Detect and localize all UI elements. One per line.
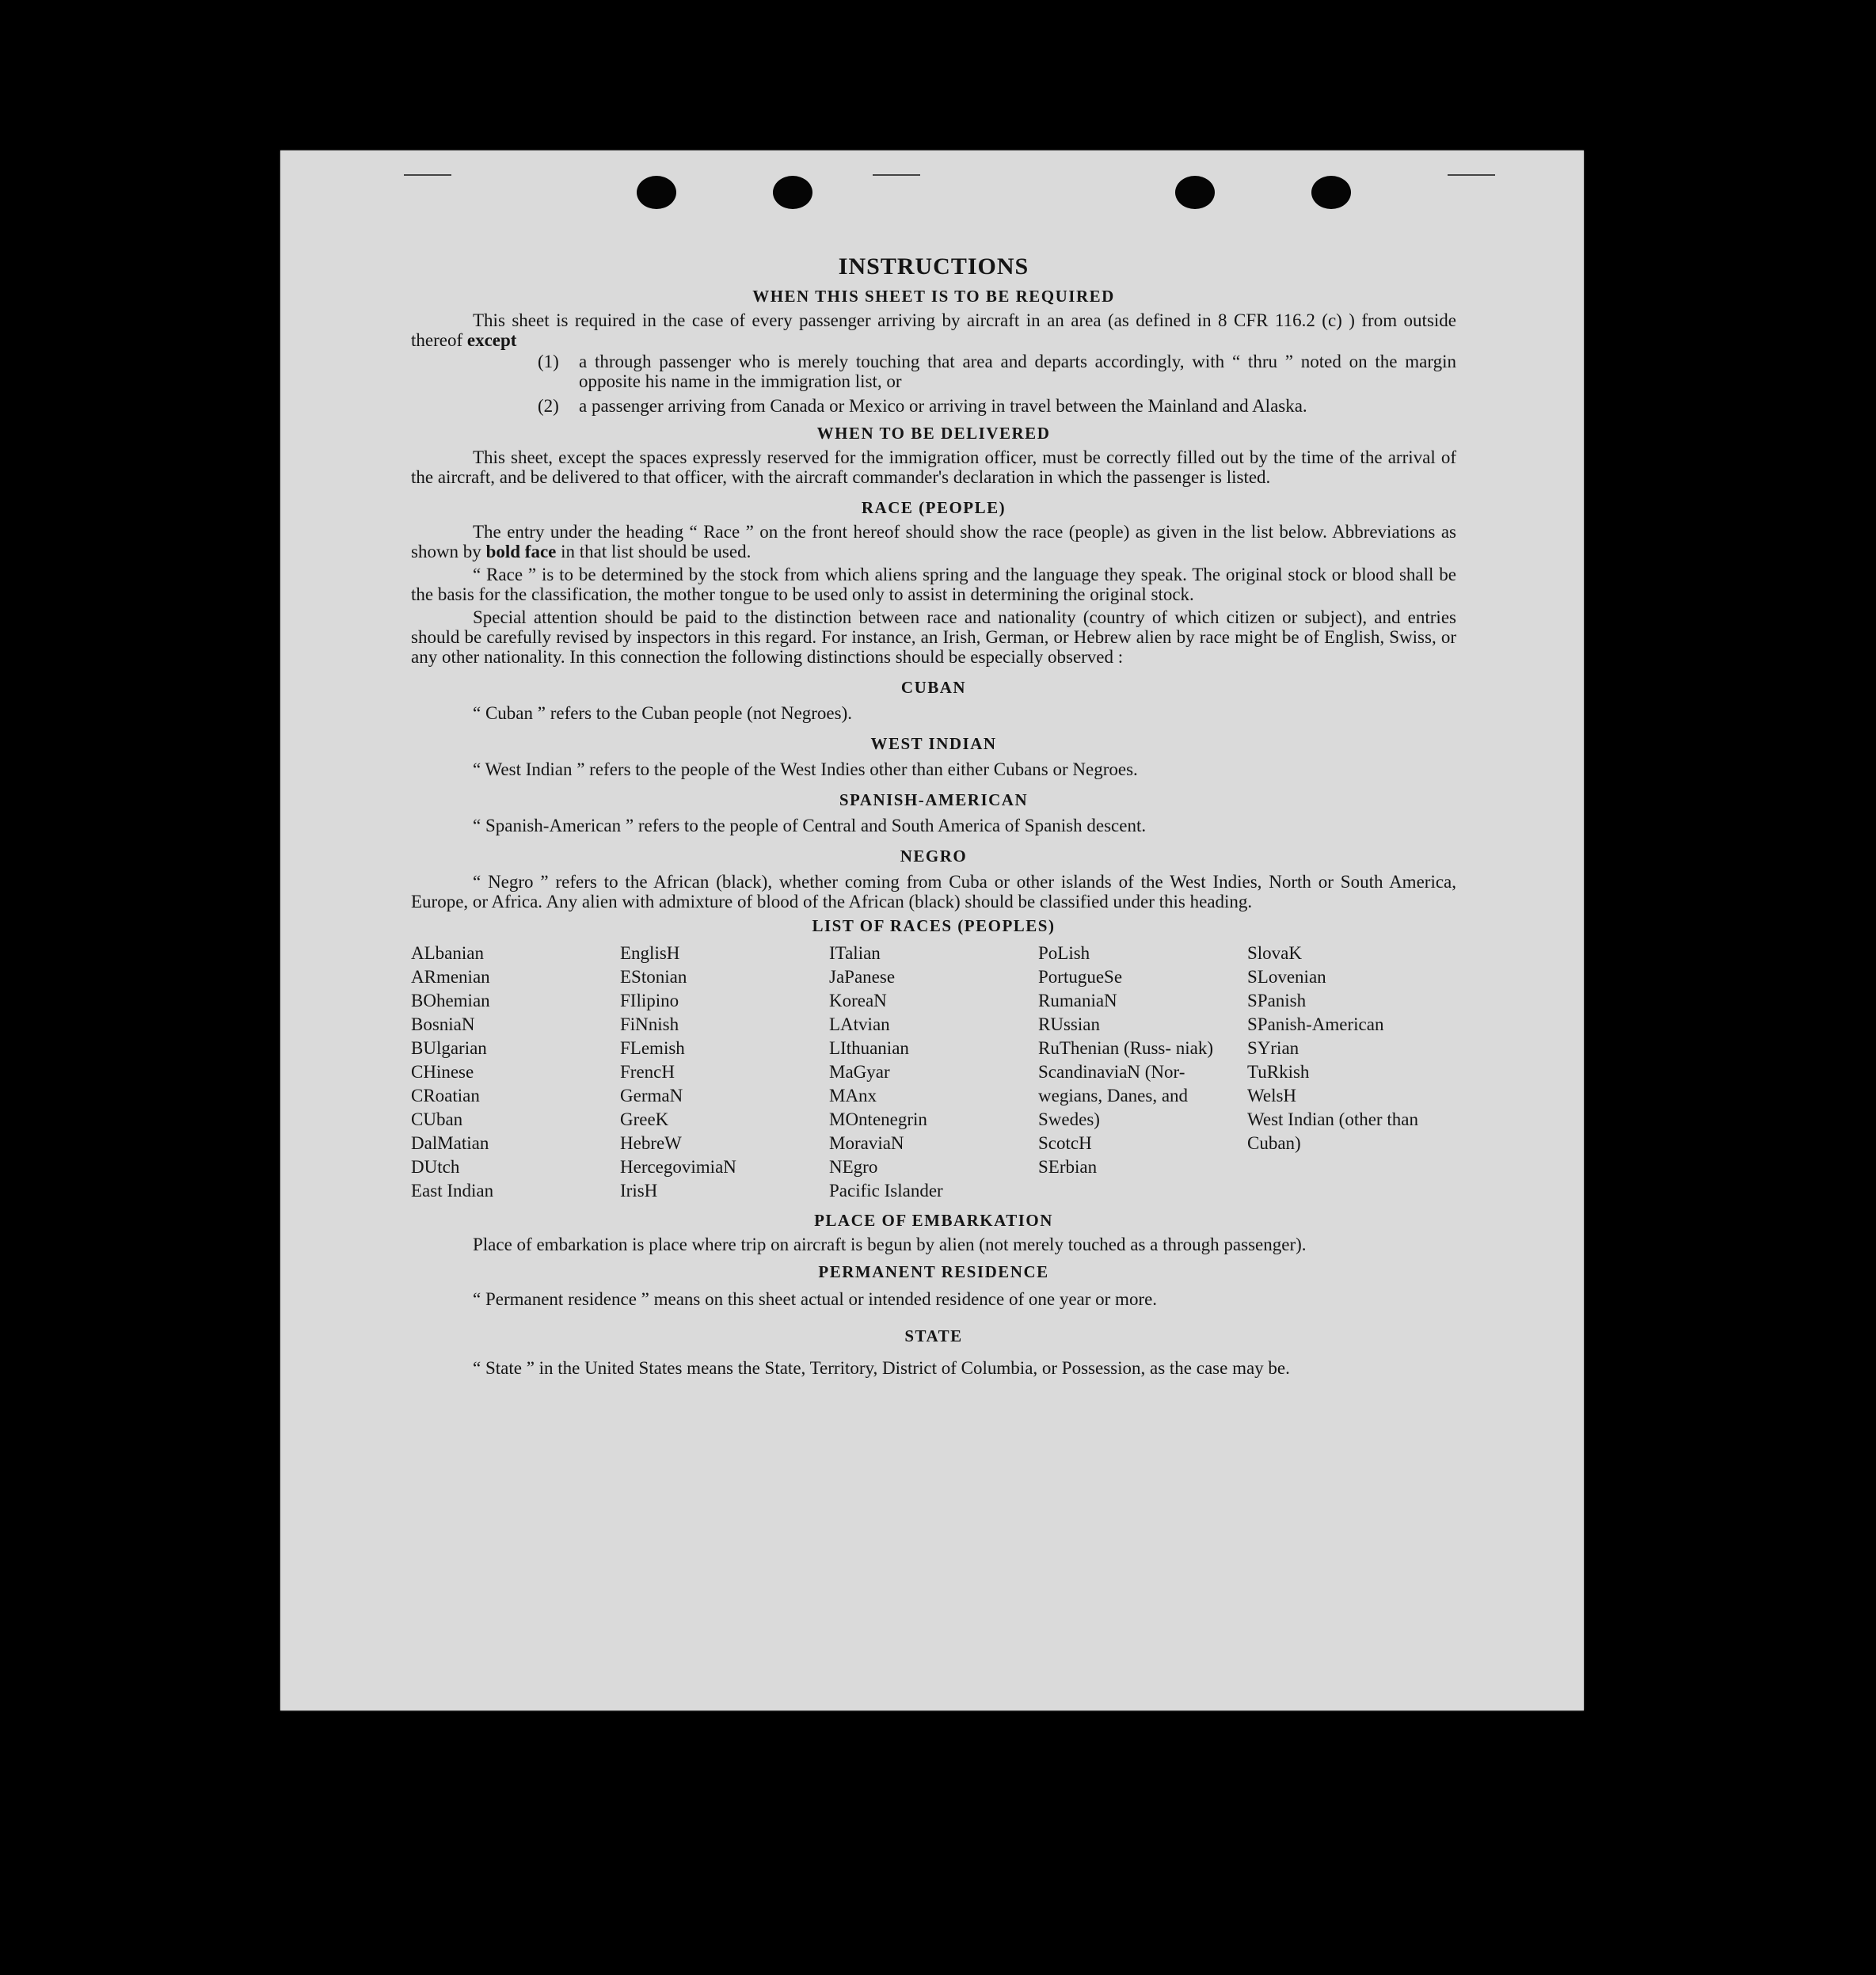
race-p1-text: The entry under the heading “ Race ” on the front hereof should show the race (people) as given in the list below. Abbreviations as shown by	[411, 522, 1456, 561]
race-entry: JaPanese	[829, 967, 896, 987]
section-heading-spanish-american: SPANISH-AMERICAN	[839, 790, 1029, 809]
race-entry: FIlipino	[620, 991, 679, 1010]
race-entry: ALbanian	[411, 943, 484, 963]
race-entry: FrencH	[620, 1062, 675, 1082]
margin-mark	[873, 174, 920, 176]
race-entry: CUban	[411, 1109, 463, 1129]
race-p1-bold: bold face	[485, 542, 557, 561]
races-column-4	[1038, 942, 1247, 1203]
race-entry: MoraviaN	[829, 1133, 904, 1153]
race-entry: RUssian	[1038, 1014, 1100, 1034]
race-entry: ITalian	[829, 943, 881, 963]
race-entry: SLovenian	[1247, 967, 1326, 987]
race-entry: TuRkish	[1247, 1062, 1310, 1082]
item-text: a passenger arriving from Canada or Mexico or arriving in travel between the Mainland and Alaska.	[579, 396, 1307, 416]
required-intro	[411, 310, 1456, 350]
instructions-content	[411, 252, 1456, 1381]
section-heading-state: STATE	[904, 1326, 963, 1345]
section-heading-cuban: CUBAN	[900, 678, 967, 697]
section-heading-negro: NEGRO	[900, 847, 968, 866]
race-entry: BosniaN	[411, 1014, 475, 1034]
race-entry: CHinese	[411, 1062, 474, 1082]
item-number: (2)	[538, 396, 559, 416]
race-entry: SPanish-American	[1247, 1014, 1384, 1034]
race-entry: SYrian	[1247, 1038, 1300, 1058]
race-entry: FiNnish	[620, 1014, 679, 1034]
race-entry: RuThenian (Russ- niak)	[1038, 1038, 1214, 1058]
race-entry: GreeK	[620, 1109, 669, 1129]
race-entry: ARmenian	[411, 967, 490, 987]
race-entry: EnglisH	[620, 943, 680, 963]
residence-text: “ Permanent residence ” means on this sheet actual or intended residence of one year or more.	[473, 1289, 1158, 1309]
section-heading-required: WHEN THIS SHEET IS TO BE REQUIRED	[752, 287, 1115, 306]
race-paragraph-3: Special attention should be paid to the distinction between race and nationality (country of which citizen or subject), and entries should be carefully revised by inspectors in this regard. For instance, an Irish, German, or Hebrew alien by race might be of English, Swiss, or any other nationality. In this connection the following distinctions should be especially observed :	[411, 607, 1456, 667]
race-entry: KoreaN	[829, 991, 887, 1010]
race-entry: CRoatian	[411, 1086, 480, 1105]
item-text: a through passenger who is merely touching that area and departs accordingly, with “ thru ” noted on the margin opposite his name in the immigration list, or	[579, 352, 1456, 391]
race-paragraph-1	[411, 522, 1456, 561]
embarkation-text: Place of embarkation is place where trip on aircraft is begun by alien (not merely touched as a through passenger).	[473, 1235, 1307, 1254]
race-entry: SlovaK	[1247, 943, 1302, 963]
section-heading-delivered: WHEN TO BE DELIVERED	[816, 424, 1051, 443]
race-entry: MOntenegrin	[829, 1109, 927, 1129]
punch-hole	[637, 176, 676, 209]
race-entry: IrisH	[620, 1181, 658, 1201]
item-number: (1)	[538, 352, 559, 371]
section-heading-embarkation: PLACE OF EMBARKATION	[814, 1211, 1053, 1230]
race-paragraph-2: “ Race ” is to be determined by the stock from which aliens spring and the language they speak. The original stock or blood shall be the basis for the classification, the mother tongue to be used only to assist in determining the original stock.	[411, 565, 1456, 604]
punch-hole	[773, 176, 812, 209]
race-entry: EStonian	[620, 967, 687, 987]
margin-mark	[404, 174, 451, 176]
negro-text: “ Negro ” refers to the African (black), whether coming from Cuba or other islands of the West Indies, North or South America, Europe, or Africa. Any alien with admixture of blood of the African (black) should be classified under this heading.	[411, 872, 1456, 911]
races-column-2	[620, 942, 829, 1203]
race-entry: LAtvian	[829, 1014, 890, 1034]
cuban-text: “ Cuban ” refers to the Cuban people (not Negroes).	[473, 703, 853, 723]
race-entry: DUtch	[411, 1157, 460, 1177]
race-entry: HercegovimiaN	[620, 1157, 736, 1177]
race-entry: WelsH	[1247, 1086, 1297, 1105]
race-entry: RumaniaN	[1038, 991, 1117, 1010]
state-text: “ State ” in the United States means the State, Territory, District of Columbia, or Possession, as the case may be.	[473, 1358, 1290, 1378]
race-entry: ScandinaviaN (Nor- wegians, Danes, and Swedes)	[1038, 1062, 1189, 1129]
race-entry: West Indian (other than Cuban)	[1247, 1109, 1418, 1153]
race-entry: SPanish	[1247, 991, 1307, 1010]
required-intro-except: except	[466, 330, 517, 350]
races-list	[411, 942, 1456, 1203]
race-entry: Pacific Islander	[829, 1181, 943, 1201]
race-entry: ScotcH	[1038, 1133, 1092, 1153]
punch-hole	[1175, 176, 1215, 209]
section-heading-west-indian: WEST INDIAN	[870, 734, 997, 753]
race-entry: LIthuanian	[829, 1038, 909, 1058]
races-column-3	[829, 942, 1038, 1203]
races-column-1	[411, 942, 620, 1203]
race-entry: DalMatian	[411, 1133, 489, 1153]
section-heading-list: LIST OF RACES (PEOPLES)	[812, 916, 1056, 935]
document-sheet	[280, 150, 1584, 1711]
delivered-text: This sheet, except the spaces expressly reserved for the immigration officer, must be correctly filled out by the time of the arrival of the aircraft, and be delivered to that officer, with the aircraft commander's declaration in which the passenger is listed.	[411, 447, 1456, 487]
race-entry: PortugueSe	[1038, 967, 1123, 987]
race-entry: GermaN	[620, 1086, 683, 1105]
race-entry: NEgro	[829, 1157, 878, 1177]
race-entry: MAnx	[829, 1086, 877, 1105]
race-entry: FLemish	[620, 1038, 685, 1058]
spanish-american-text: “ Spanish-American ” refers to the people of Central and South America of Spanish descent.	[473, 816, 1147, 835]
races-column-5	[1247, 942, 1456, 1203]
race-entry: MaGyar	[829, 1062, 890, 1082]
page-title: INSTRUCTIONS	[838, 253, 1029, 280]
race-entry: SErbian	[1038, 1157, 1098, 1177]
race-entry: BUlgarian	[411, 1038, 487, 1058]
list-item	[538, 352, 1456, 391]
race-entry: BOhemian	[411, 991, 490, 1010]
race-entry: PoLish	[1038, 943, 1090, 963]
race-p1-tail: in that list should be used.	[556, 542, 752, 561]
west-indian-text: “ West Indian ” refers to the people of the West Indies other than either Cubans or Negroes.	[473, 759, 1138, 779]
section-heading-race: RACE (PEOPLE)	[861, 498, 1006, 517]
race-entry: HebreW	[620, 1133, 682, 1153]
margin-mark	[1448, 174, 1495, 176]
section-heading-residence: PERMANENT RESIDENCE	[818, 1262, 1049, 1281]
list-item	[538, 396, 1456, 416]
race-entry: East Indian	[411, 1181, 494, 1201]
punch-hole	[1311, 176, 1351, 209]
required-intro-text: This sheet is required in the case of every passenger arriving by aircraft in an area (as defined in 8 CFR 116.2 (c) ) from outside thereof	[411, 310, 1456, 350]
